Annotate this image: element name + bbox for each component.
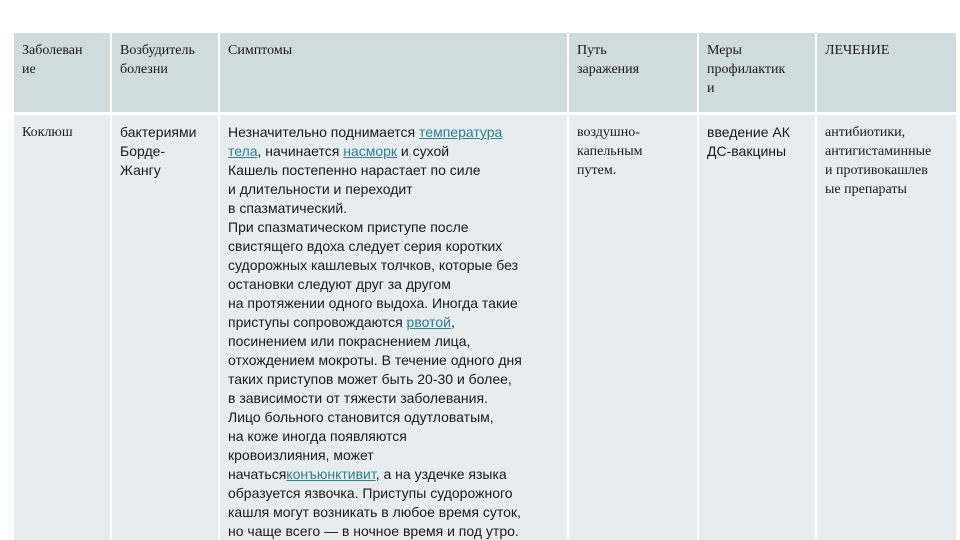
header-symptoms: Симптомы bbox=[218, 33, 567, 115]
cell-pathogen: бактериями Борде- Жангу bbox=[110, 115, 218, 540]
symptoms-text: , начинается bbox=[257, 143, 344, 159]
cell-prevention: введение АК ДС-вакцины bbox=[697, 115, 815, 540]
cell-route: воздушно- капельным путем. bbox=[567, 115, 697, 540]
header-disease: Заболеван ие bbox=[14, 33, 110, 115]
link-vomiting[interactable]: рвотой bbox=[406, 314, 451, 330]
cell-symptoms bbox=[218, 115, 567, 540]
cell-treatment: антибиотики, антигистаминные и противокашлев ые препараты bbox=[815, 115, 956, 540]
disease-table bbox=[14, 33, 956, 540]
header-prevention: Меры профилактик и bbox=[697, 33, 815, 115]
link-runny-nose[interactable]: насморк bbox=[343, 143, 398, 159]
symptoms-text: Незначительно поднимается bbox=[228, 124, 420, 140]
link-temperature[interactable]: температура тела bbox=[228, 124, 503, 159]
symptoms-text: и сухой Кашель постепенно нарастает по силе и длительности и переходит в спазматический. При спазматическом приступе после свистящего вдоха следует серия коротких судорожных кашлевых толчков, которые без остановки следуют друг за другом на протяжении одного выдоха. Иногда такие приступы сопровождаются bbox=[228, 143, 519, 330]
symptoms-text: , а на уздечке языка образуется язвочка. Приступы судорожного кашля могут возникать в любое время суток, но чаще всего — в ночное время и под утро. bbox=[228, 466, 521, 539]
cell-disease: Коклюш bbox=[14, 115, 110, 540]
header-treatment: ЛЕЧЕНИЕ bbox=[815, 33, 956, 115]
symptoms-text: , посинением или покраснением лица, отхождением мокроты. В течение одного дня таких приступов может быть 20-30 и более, в зависимости от тяжести заболевания. Лицо больного становится одутловатым, на коже иногда появляются кровоизлияния, может начаться bbox=[228, 314, 522, 482]
header-pathogen: Возбудитель болезни bbox=[110, 33, 218, 115]
header-route: Путь заражения bbox=[567, 33, 697, 115]
link-conjunctivitis[interactable]: конъюнктивит bbox=[286, 466, 376, 482]
